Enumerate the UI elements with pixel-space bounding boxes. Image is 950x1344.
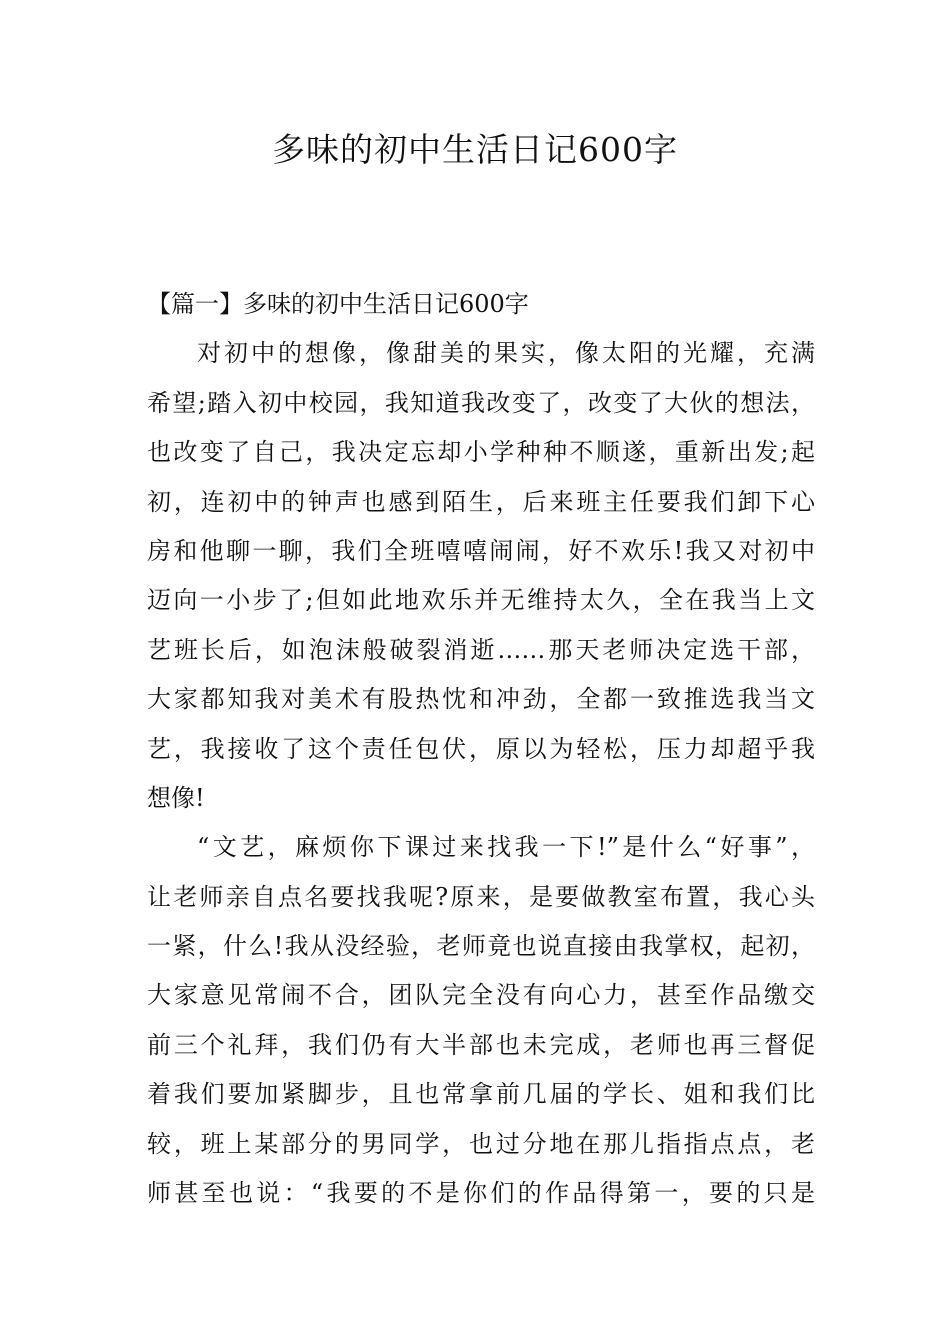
paragraph-line: 艺班长后，如泡沫般破裂消逝……那天老师决定选干部， [147, 635, 815, 664]
paragraph-line: 着我们要加紧脚步，且也常拿前几届的学长、姐和我们比 [147, 1080, 815, 1109]
paragraph-line: 房和他聊一聊，我们全班嘻嘻闹闹，好不欢乐!我又对初中 [147, 536, 815, 565]
document-title: 多味的初中生活日记600字 [272, 130, 678, 169]
paragraph-2 [147, 823, 815, 1218]
paragraph-line: 也改变了自己，我决定忘却小学种种不顺遂，重新出发;起 [147, 438, 815, 467]
paragraph-line: 对初中的想像，像甜美的果实，像太阳的光耀，充满 [197, 339, 815, 368]
section-heading: 【篇一】多味的初中生活日记600字 [147, 290, 529, 318]
paragraph-line: “文艺，麻烦你下课过来找我一下!”是什么“好事”， [197, 833, 815, 862]
paragraph-line: 想像! [147, 783, 205, 812]
paragraph-line: 大家意见常闹不合，团队完全没有向心力，甚至作品缴交 [147, 981, 815, 1010]
paragraph-line: 前三个礼拜，我们仍有大半部也未完成，老师也再三督促 [147, 1030, 815, 1059]
paragraph-line: 师甚至也说：“我要的不是你们的作品得第一，要的只是 [147, 1179, 815, 1208]
paragraph-1 [147, 329, 815, 823]
paragraph-line: 迈向一小步了;但如此地欢乐并无维持太久，全在我当上文 [147, 586, 815, 615]
paragraph-line: 让老师亲自点名要找我呢?原来，是要做教室布置，我心头 [147, 882, 815, 911]
document-body [147, 280, 815, 1218]
paragraph-line: 初，连初中的钟声也感到陌生，后来班主任要我们卸下心 [147, 487, 815, 516]
paragraph-line: 希望;踏入初中校园，我知道我改变了，改变了大伙的想法， [147, 388, 815, 417]
paragraph-line: 一紧，什么!我从没经验，老师竟也说直接由我掌权，起初， [147, 932, 815, 961]
paragraph-line: 较，班上某部分的男同学，也过分地在那儿指指点点，老 [147, 1129, 815, 1158]
paragraph-line: 艺，我接收了这个责任包伏，原以为轻松，压力却超乎我 [147, 734, 815, 763]
paragraph-line: 大家都知我对美术有股热忱和冲劲，全都一致推选我当文 [147, 685, 815, 714]
